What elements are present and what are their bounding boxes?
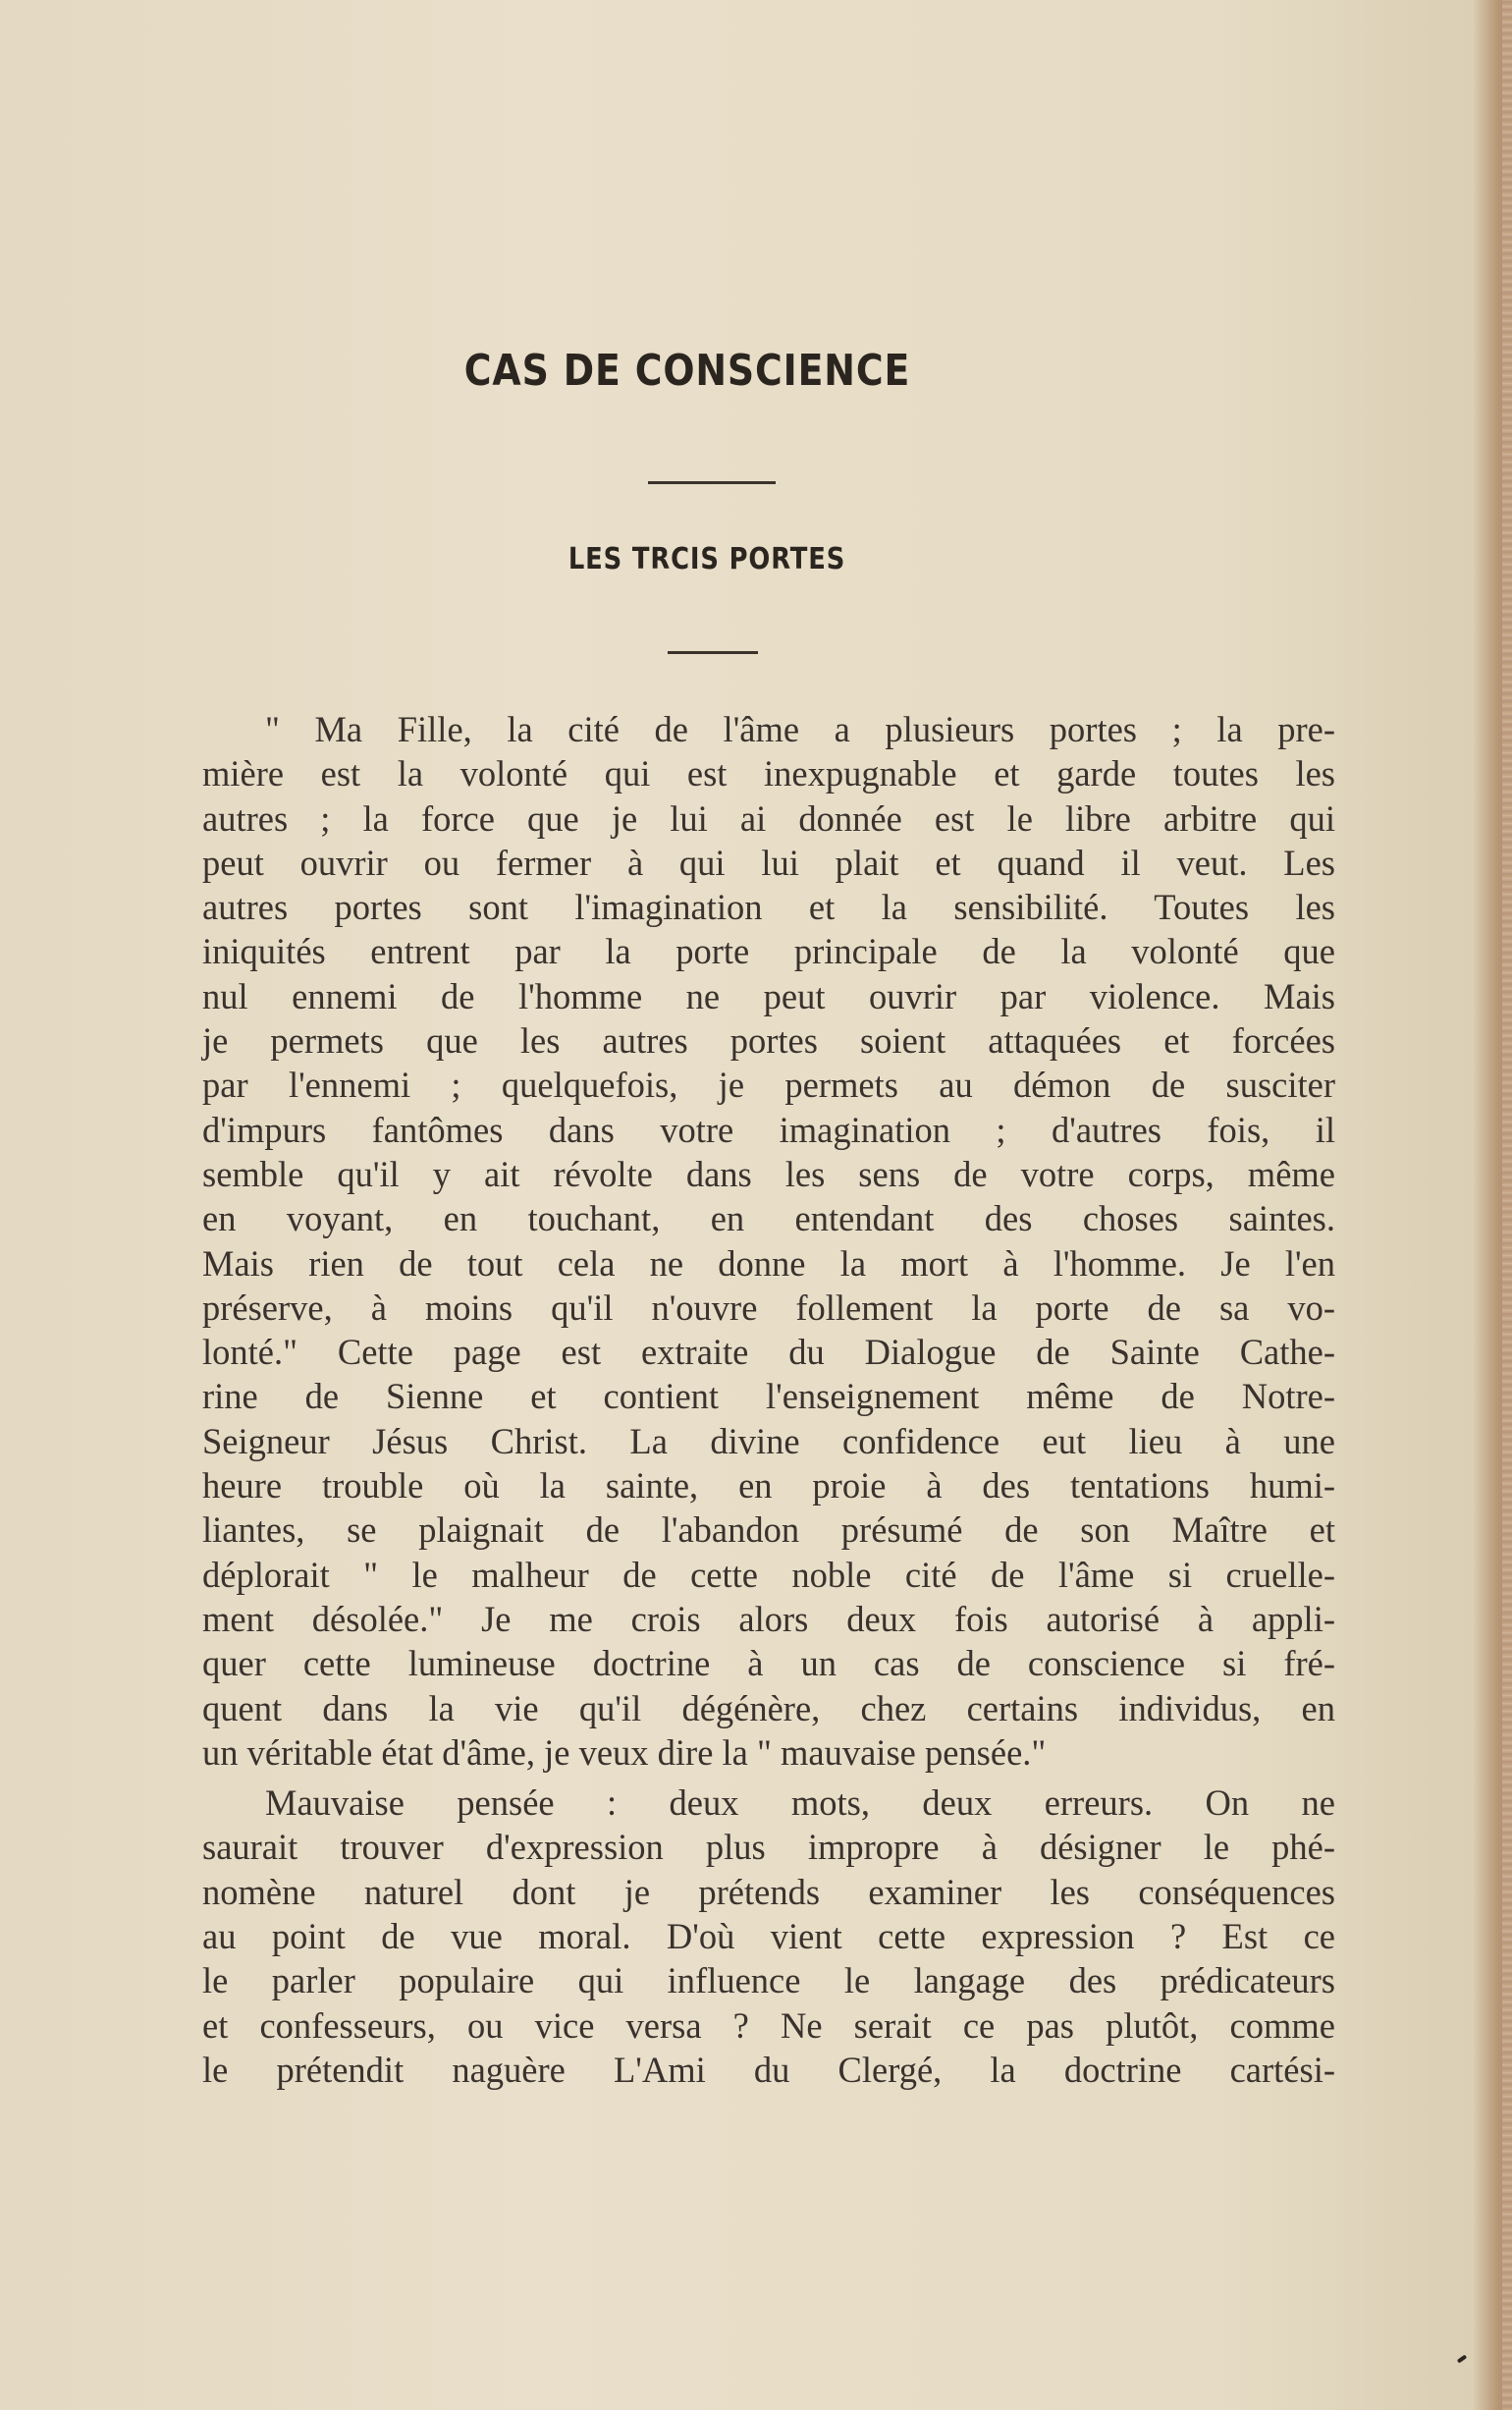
text-line: autres portes sont l'imagination et la sensibilité. Toutes les bbox=[202, 887, 1335, 928]
text-line: autres ; la force que je lui ai donnée est le libre arbitre qui bbox=[202, 797, 1335, 839]
text-line: Mauvaise pensée : deux mots, deux erreurs. On ne bbox=[265, 1782, 1335, 1824]
text-line: le prétendit naguère L'Ami du Clergé, la doctrine cartési- bbox=[202, 2049, 1335, 2090]
text-line: ment désolée." Je me crois alors deux fois autorisé à appli- bbox=[202, 1598, 1335, 1639]
subtitle-divider bbox=[668, 651, 758, 654]
paragraph-1 bbox=[202, 707, 1335, 1775]
text-line: Seigneur Jésus Christ. La divine confidence eut lieu à une bbox=[202, 1420, 1335, 1461]
page-edge bbox=[1502, 0, 1512, 2410]
text-line: heure trouble où la sainte, en proie à des tentations humi- bbox=[202, 1465, 1335, 1506]
text-line: en voyant, en touchant, en entendant des choses saintes. bbox=[202, 1198, 1335, 1239]
section-subtitle: LES TRCIS PORTES bbox=[567, 542, 846, 576]
text-line: iniquités entrent par la porte principale de la volonté que bbox=[202, 931, 1335, 972]
text-line: préserve, à moins qu'il n'ouvre follement la porte de sa vo- bbox=[202, 1287, 1335, 1328]
text-line: lonté." Cette page est extraite du Dialogue de Sainte Cathe- bbox=[202, 1332, 1335, 1373]
text-line: mière est la volonté qui est inexpugnable et garde toutes les bbox=[202, 753, 1335, 794]
text-line: je permets que les autres portes soient attaquées et forcées bbox=[202, 1020, 1335, 1062]
text-line: saurait trouver d'expression plus impropre à désigner le phé- bbox=[202, 1827, 1335, 1868]
text-line: le parler populaire qui influence le langage des prédicateurs bbox=[202, 1960, 1335, 2001]
text-line: au point de vue moral. D'où vient cette expression ? Est ce bbox=[202, 1916, 1335, 1957]
text-line: par l'ennemi ; quelquefois, je permets au démon de susciter bbox=[202, 1065, 1335, 1106]
text-line: nomène naturel dont je prétends examiner les conséquences bbox=[202, 1871, 1335, 1912]
text-line: et confesseurs, ou vice versa ? Ne serait ce pas plutôt, comme bbox=[202, 2004, 1335, 2046]
text-line: nul ennemi de l'homme ne peut ouvrir par violence. Mais bbox=[202, 975, 1335, 1016]
text-line: Mais rien de tout cela ne donne la mort à l'homme. Je l'en bbox=[202, 1242, 1335, 1284]
body-text bbox=[202, 707, 1335, 2092]
text-line: liantes, se plaignait de l'abandon présumé de son Maître et bbox=[202, 1509, 1335, 1551]
text-line: " Ma Fille, la cité de l'âme a plusieurs portes ; la pre- bbox=[265, 709, 1335, 749]
title-divider bbox=[648, 481, 776, 484]
paragraph-2 bbox=[202, 1780, 1335, 2092]
text-line: quent dans la vie qu'il dégénère, chez certains individus, en bbox=[202, 1687, 1335, 1728]
text-line: un véritable état d'âme, je veux dire la " mauvaise pensée." bbox=[202, 1731, 1047, 1773]
text-line: quer cette lumineuse doctrine à un cas de conscience si fré- bbox=[202, 1643, 1335, 1684]
ink-speck bbox=[1457, 2354, 1467, 2363]
text-line: d'impurs fantômes dans votre imagination ; d'autres fois, il bbox=[202, 1109, 1335, 1150]
text-line: semble qu'il y ait révolte dans les sens de votre corps, même bbox=[202, 1153, 1335, 1194]
chapter-title: CAS DE CONSCIENCE bbox=[463, 346, 911, 396]
text-line: déplorait " le malheur de cette noble cité de l'âme si cruelle- bbox=[202, 1554, 1335, 1595]
text-line: rine de Sienne et contient l'enseignement même de Notre- bbox=[202, 1376, 1335, 1417]
text-line: peut ouvrir ou fermer à qui lui plait et quand il veut. Les bbox=[202, 842, 1335, 883]
